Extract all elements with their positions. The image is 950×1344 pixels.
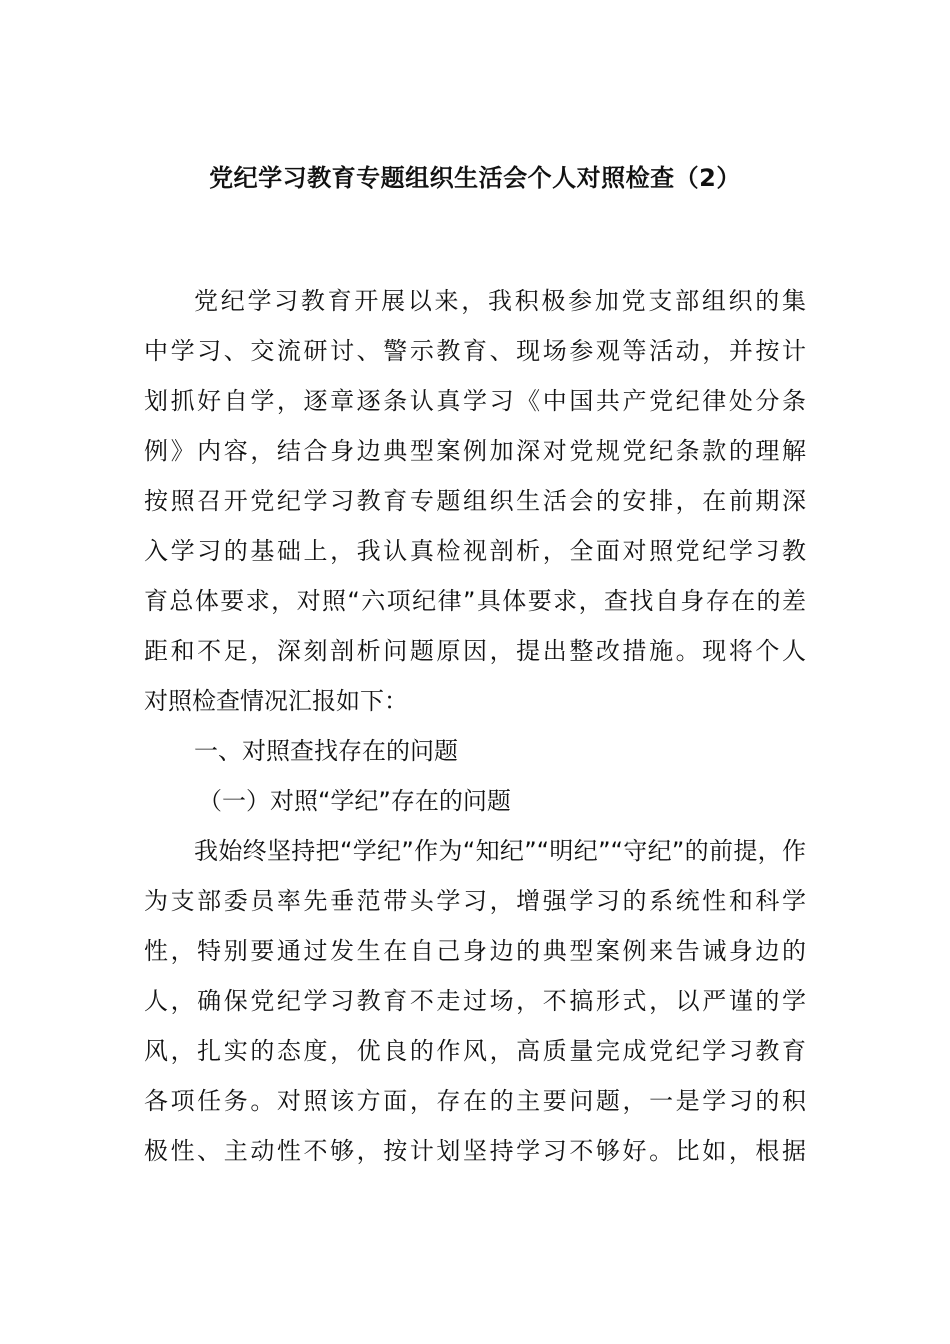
section-heading: 一、对照查找存在的问题 [194, 737, 458, 765]
paragraph-line: 人，确保党纪学习教育不走过场，不搞形式，以严谨的学 [144, 987, 806, 1015]
paragraph-line: 性，特别要通过发生在自己身边的典型案例来告诫身边的 [144, 937, 806, 965]
paragraph-line: 对照检查情况汇报如下： [144, 687, 408, 715]
paragraph-line: 各项任务。对照该方面，存在的主要问题，一是学习的积 [144, 1087, 806, 1115]
paragraph-line: 风，扎实的态度，优良的作风，高质量完成党纪学习教育 [144, 1037, 806, 1065]
paragraph-line: 我始终坚持把“学纪”作为“知纪”“明纪”“守纪”的前提，作 [194, 837, 806, 865]
document-title: 党纪学习教育专题组织生活会个人对照检查（2） [209, 164, 741, 192]
paragraph-line: 育总体要求，对照“六项纪律”具体要求，查找自身存在的差 [144, 587, 806, 615]
paragraph-line: 极性、主动性不够，按计划坚持学习不够好。比如，根据 [144, 1137, 806, 1165]
subsection-heading: （一）对照“学纪”存在的问题 [198, 787, 511, 815]
paragraph-line: 为支部委员率先垂范带头学习，增强学习的系统性和科学 [144, 887, 806, 915]
paragraph-line: 例》内容，结合身边典型案例加深对党规党纪条款的理解 [144, 437, 806, 465]
paragraph-line: 划抓好自学，逐章逐条认真学习《中国共产党纪律处分条 [144, 387, 806, 415]
paragraph-line: 党纪学习教育开展以来，我积极参加党支部组织的集 [194, 287, 806, 315]
paragraph-line: 按照召开党纪学习教育专题组织生活会的安排，在前期深 [144, 487, 806, 515]
paragraph-line: 中学习、交流研讨、警示教育、现场参观等活动，并按计 [144, 337, 806, 365]
paragraph-line: 距和不足，深刻剖析问题原因，提出整改措施。现将个人 [144, 637, 806, 665]
paragraph-line: 入学习的基础上，我认真检视剖析，全面对照党纪学习教 [144, 537, 806, 565]
